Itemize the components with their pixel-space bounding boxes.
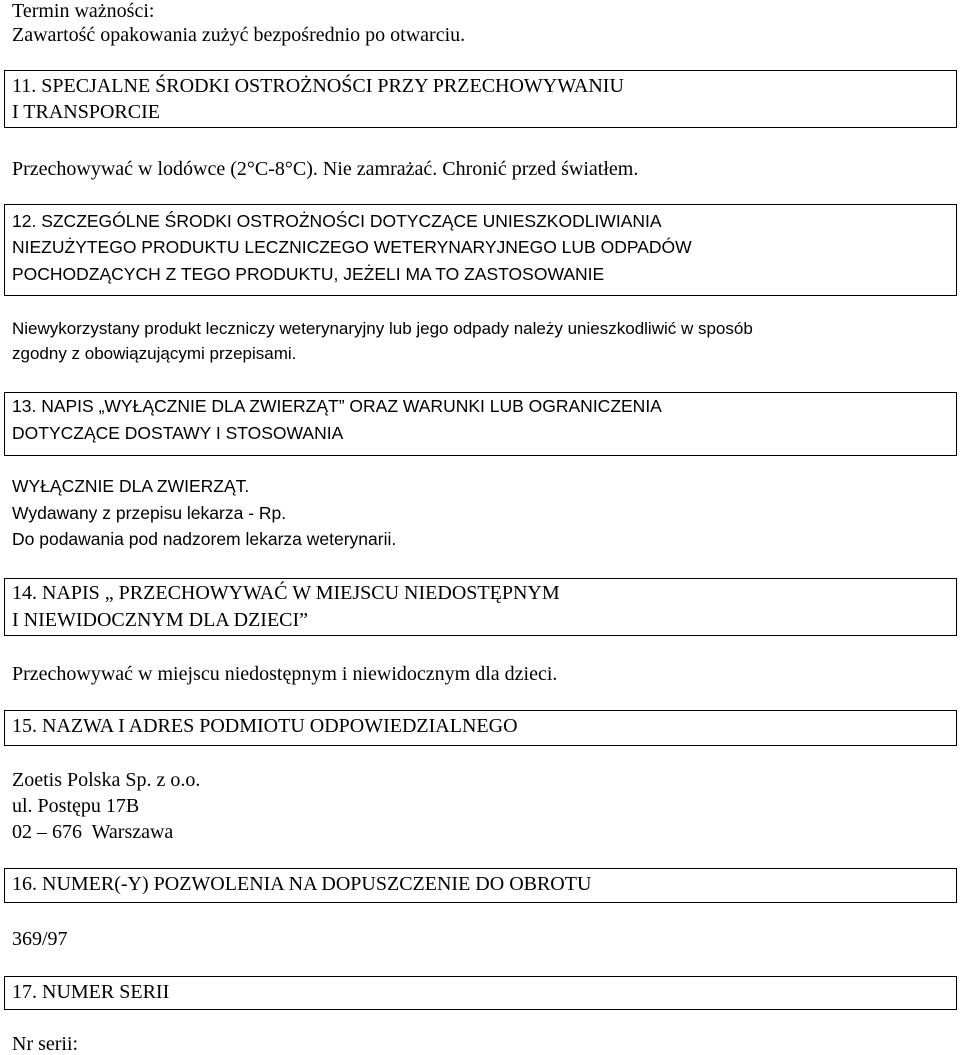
section-17-body: Nr serii: bbox=[12, 1033, 79, 1055]
section-14-heading-line-1: 14. NAPIS „ PRZECHOWYWAĆ W MIEJSCU NIEDOSTĘPNYM bbox=[12, 582, 560, 604]
section-12-heading-line-1: 12. SZCZEGÓLNE ŚRODKI OSTROŻNOŚCI DOTYCZĄCE UNIESZKODLIWIANIA bbox=[12, 211, 662, 231]
section-14-heading-line-2: I NIEWIDOCZNYM DLA DZIECI” bbox=[12, 609, 309, 631]
section-11-heading-line-1: 11. SPECJALNE ŚRODKI OSTROŻNOŚCI PRZY PRZECHOWYWANIU bbox=[12, 75, 624, 97]
expiry-label: Termin ważności: bbox=[12, 0, 155, 22]
section-12-body-line-2: zgodny z obowiązującymi przepisami. bbox=[12, 344, 297, 363]
section-16-heading: 16. NUMER(-Y) POZWOLENIA NA DOPUSZCZENIE DO OBROTU bbox=[12, 873, 592, 895]
section-15-heading: 15. NAZWA I ADRES PODMIOTU ODPOWIEDZIALNEGO bbox=[12, 715, 518, 737]
section-12-heading-line-2: NIEZUŻYTEGO PRODUKTU LECZNICZEGO WETERYNARYJNEGO LUB ODPADÓW bbox=[12, 237, 692, 257]
section-14-body: Przechowywać w miejscu niedostępnym i niewidocznym dla dzieci. bbox=[12, 663, 558, 685]
section-15-body-line-2: ul. Postępu 17B bbox=[12, 795, 140, 817]
section-12-body-line-1: Niewykorzystany produkt leczniczy weterynaryjny lub jego odpady należy unieszkodliwić w sposób bbox=[12, 319, 753, 338]
section-13-body-line-1: WYŁĄCZNIE DLA ZWIERZĄT. bbox=[12, 476, 250, 496]
section-16-body: 369/97 bbox=[12, 928, 68, 950]
section-13-body-line-3: Do podawania pod nadzorem lekarza weterynarii. bbox=[12, 529, 397, 549]
section-11-body: Przechowywać w lodówce (2°C-8°C). Nie zamrażać. Chronić przed światłem. bbox=[12, 158, 639, 180]
section-13-heading-line-2: DOTYCZĄCE DOSTAWY I STOSOWANIA bbox=[12, 423, 344, 443]
section-15-body-line-1: Zoetis Polska Sp. z o.o. bbox=[12, 769, 201, 791]
section-12-heading-line-3: POCHODZĄCYCH Z TEGO PRODUKTU, JEŻELI MA TO ZASTOSOWANIE bbox=[12, 264, 605, 284]
section-13-body-line-2: Wydawany z przepisu lekarza - Rp. bbox=[12, 503, 287, 523]
section-15-body-line-3: 02 – 676 Warszawa bbox=[12, 821, 174, 843]
section-11-heading-line-2: I TRANSPORCIE bbox=[12, 101, 160, 123]
section-13-heading-line-1: 13. NAPIS „WYŁĄCZNIE DLA ZWIERZĄT” ORAZ WARUNKI LUB OGRANICZENIA bbox=[12, 396, 662, 416]
expiry-text: Zawartość opakowania zużyć bezpośrednio po otwarciu. bbox=[12, 24, 466, 46]
section-17-heading: 17. NUMER SERII bbox=[12, 981, 170, 1003]
